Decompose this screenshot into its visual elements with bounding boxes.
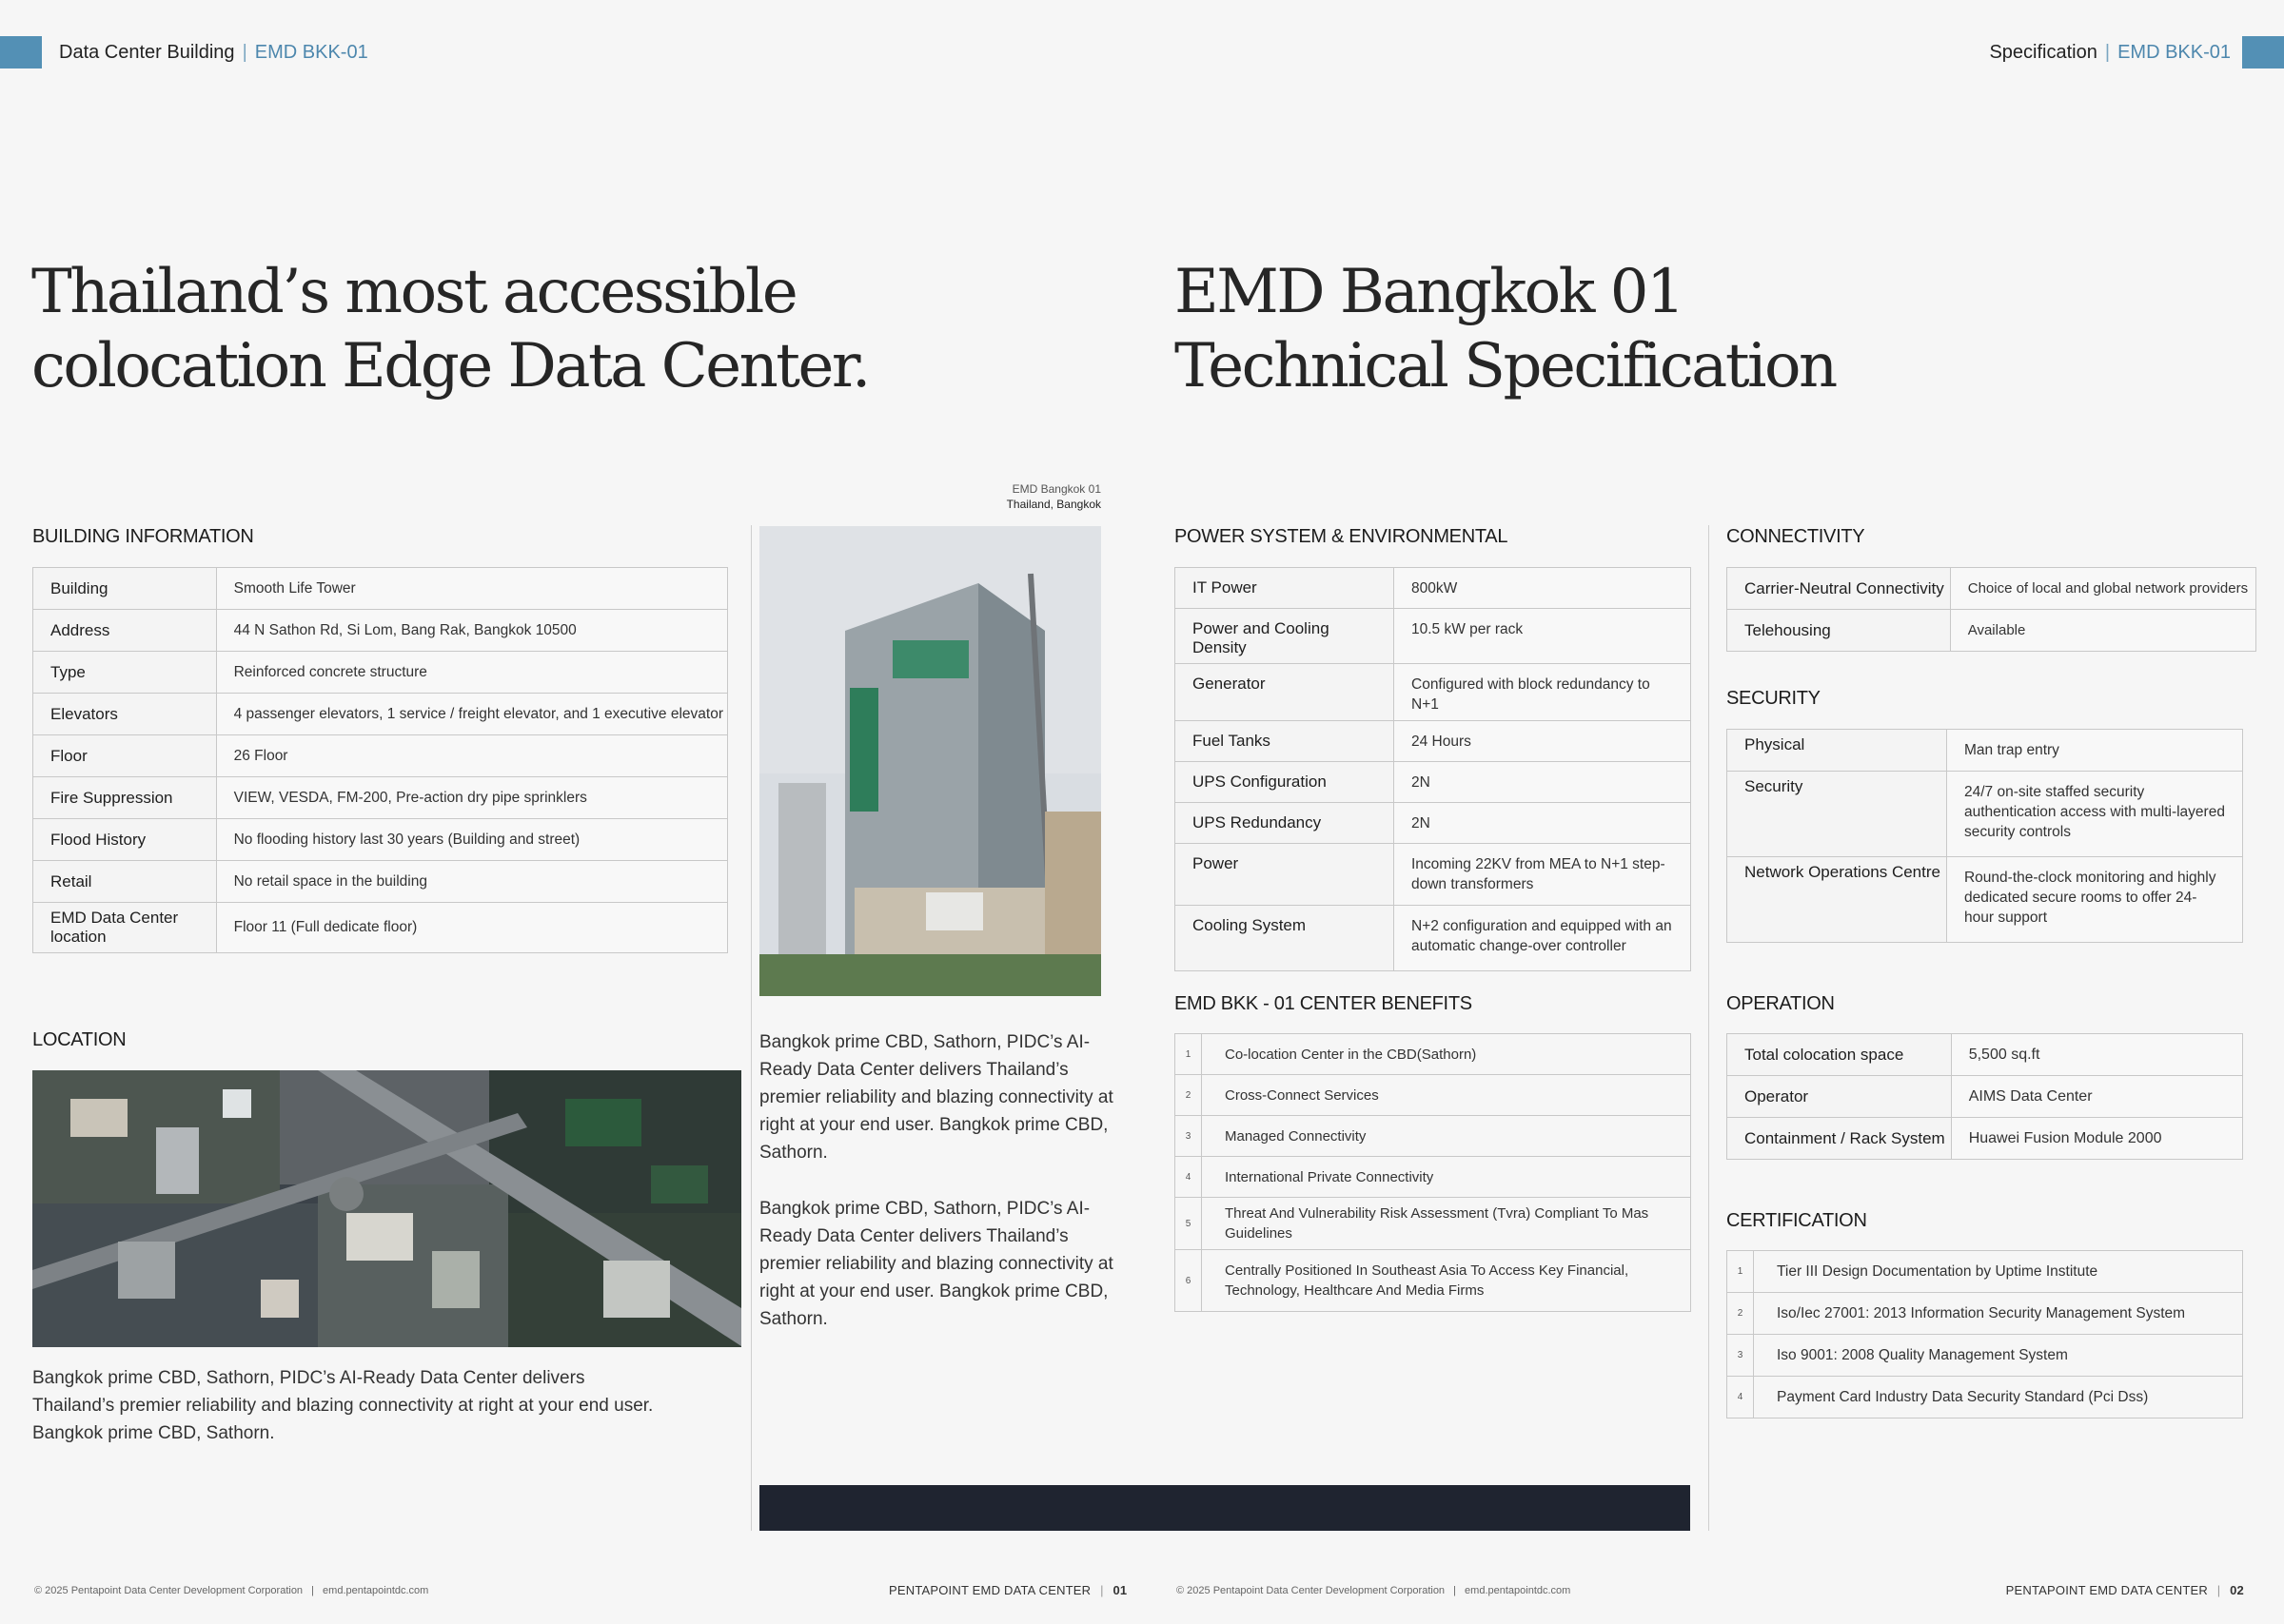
row-value: 26 Floor — [216, 735, 727, 777]
right-page-title — [1174, 255, 1836, 403]
table-row — [33, 903, 728, 953]
item-text: Managed Connectivity — [1202, 1116, 1691, 1157]
item-number: 2 — [1175, 1075, 1202, 1116]
left-title-line-1: Thailand’s most accessible — [31, 257, 797, 327]
row-label: IT Power — [1175, 568, 1394, 609]
item-number: 5 — [1175, 1198, 1202, 1250]
list-item — [1727, 1377, 2243, 1419]
row-value: 24 Hours — [1394, 721, 1691, 762]
table-row — [33, 568, 728, 610]
security-table — [1726, 729, 2243, 943]
row-label: Fuel Tanks — [1175, 721, 1394, 762]
item-number: 6 — [1175, 1250, 1202, 1312]
row-value: Incoming 22KV from MEA to N+1 step-down transformers — [1394, 844, 1691, 906]
header-left-title: Data Center Building — [59, 42, 235, 63]
table-row — [33, 694, 728, 735]
row-label: Elevators — [33, 694, 217, 735]
row-value: 10.5 kW per rack — [1394, 609, 1691, 664]
item-text: Cross-Connect Services — [1202, 1075, 1691, 1116]
table-row — [1175, 844, 1691, 906]
row-label: Generator — [1175, 664, 1394, 721]
location-text-line: Thailand’s premier reliability and blazing connectivity at right at your end user. — [32, 1396, 654, 1416]
item-number: 2 — [1727, 1293, 1754, 1335]
row-label: Operator — [1727, 1076, 1952, 1118]
footer-left-brand — [889, 1583, 1127, 1597]
row-value: 4 passenger elevators, 1 service / freight elevator, and 1 executive elevator — [216, 694, 727, 735]
photo-text-line: right at your end user. Bangkok prime CBD, — [759, 1282, 1109, 1301]
row-label: Security — [1727, 772, 1947, 857]
list-item — [1727, 1251, 2243, 1293]
footer-brand: PENTAPOINT EMD DATA CENTER — [2005, 1583, 2208, 1597]
item-number: 4 — [1727, 1377, 1754, 1419]
row-value: No flooding history last 30 years (Building and street) — [216, 819, 727, 861]
column-divider — [1708, 525, 1709, 1531]
row-value: 800kW — [1394, 568, 1691, 609]
list-item — [1175, 1034, 1691, 1075]
header-left — [59, 42, 368, 64]
photo-text-line: right at your end user. Bangkok prime CBD, — [759, 1115, 1109, 1135]
power-table — [1174, 567, 1691, 971]
benefits-heading: EMD BKK - 01 CENTER BENEFITS — [1174, 993, 1472, 1014]
dark-banner — [759, 1485, 1690, 1531]
row-value: No retail space in the building — [216, 861, 727, 903]
list-item — [1727, 1293, 2243, 1335]
item-text: Centrally Positioned In Southeast Asia To Access Key Financial, Technology, Healthcare And Media Firms — [1202, 1250, 1691, 1312]
footer-separator: | — [1100, 1583, 1104, 1597]
row-value: N+2 configuration and equipped with an automatic change-over controller — [1394, 906, 1691, 971]
row-label: Power and Cooling Density — [1175, 609, 1394, 664]
list-item — [1175, 1250, 1691, 1312]
table-row — [1175, 664, 1691, 721]
table-row — [1175, 609, 1691, 664]
footer-copyright: © 2025 Pentapoint Data Center Development Corporation — [1176, 1585, 1446, 1596]
list-item — [1175, 1116, 1691, 1157]
photo-text-line: premier reliability and blazing connectivity at — [759, 1254, 1113, 1274]
table-row — [1727, 730, 2243, 772]
row-value: Huawei Fusion Module 2000 — [1951, 1118, 2242, 1160]
row-label: Carrier-Neutral Connectivity — [1727, 568, 1951, 610]
item-text: Iso 9001: 2008 Quality Management System — [1754, 1335, 2243, 1377]
row-value: Choice of local and global network providers — [1950, 568, 2255, 610]
row-label: Power — [1175, 844, 1394, 906]
item-number: 3 — [1727, 1335, 1754, 1377]
row-value: Man trap entry — [1946, 730, 2242, 772]
row-value: AIMS Data Center — [1951, 1076, 2242, 1118]
table-row — [1727, 1076, 2243, 1118]
right-title-line-2: Technical Specification — [1174, 331, 1836, 401]
header-tab-right — [2242, 36, 2284, 68]
row-label: Fire Suppression — [33, 777, 217, 819]
header-left-code: EMD BKK-01 — [254, 42, 368, 63]
photo-text-2 — [759, 1195, 1121, 1333]
row-value: 5,500 sq.ft — [1951, 1034, 2242, 1076]
location-aerial-map — [32, 1070, 741, 1347]
page-number: 02 — [2230, 1583, 2244, 1597]
table-row — [33, 861, 728, 903]
photo-text-line: Sathorn. — [759, 1309, 828, 1329]
row-value: 2N — [1394, 762, 1691, 803]
row-value: VIEW, VESDA, FM-200, Pre-action dry pipe sprinklers — [216, 777, 727, 819]
list-item — [1175, 1075, 1691, 1116]
security-heading: SECURITY — [1726, 688, 1821, 709]
row-label: Total colocation space — [1727, 1034, 1952, 1076]
footer-url[interactable]: emd.pentapointdc.com — [1465, 1585, 1571, 1596]
item-text: Payment Card Industry Data Security Standard (Pci Dss) — [1754, 1377, 2243, 1419]
item-text: Tier III Design Documentation by Uptime Institute — [1754, 1251, 2243, 1293]
row-label: Telehousing — [1727, 610, 1951, 652]
power-heading: POWER SYSTEM & ENVIRONMENTAL — [1174, 526, 1508, 547]
row-label: Address — [33, 610, 217, 652]
list-item — [1175, 1157, 1691, 1198]
page-number: 01 — [1112, 1583, 1128, 1597]
location-text-line: Bangkok prime CBD, Sathorn, PIDC’s AI-Ready Data Center delivers — [32, 1368, 585, 1388]
building-photo — [759, 526, 1101, 996]
row-label: Building — [33, 568, 217, 610]
photo-text-1 — [759, 1028, 1121, 1166]
table-row — [1727, 568, 2256, 610]
list-item — [1727, 1335, 2243, 1377]
photo-caption-line-1: EMD Bangkok 01 — [1012, 482, 1101, 496]
row-label: Physical — [1727, 730, 1947, 772]
item-number: 1 — [1727, 1251, 1754, 1293]
item-text: Co-location Center in the CBD(Sathorn) — [1202, 1034, 1691, 1075]
table-row — [1727, 857, 2243, 943]
row-label: Type — [33, 652, 217, 694]
right-title-line-1: EMD Bangkok 01 — [1174, 257, 1683, 327]
row-value: 24/7 on-site staffed security authentication access with multi-layered security controls — [1946, 772, 2242, 857]
photo-text-line: Sathorn. — [759, 1143, 828, 1163]
table-row — [1175, 906, 1691, 971]
building-info-table — [32, 567, 728, 953]
row-value: Reinforced concrete structure — [216, 652, 727, 694]
photo-caption — [759, 480, 1101, 515]
header-right-title: Specification — [1989, 42, 2097, 63]
table-row — [33, 777, 728, 819]
left-page-title — [31, 255, 869, 403]
row-value: Smooth Life Tower — [216, 568, 727, 610]
row-value: Round-the-clock monitoring and highly dedicated secure rooms to offer 24-hour support — [1946, 857, 2242, 943]
item-number: 3 — [1175, 1116, 1202, 1157]
table-row — [1175, 762, 1691, 803]
row-label: Containment / Rack System — [1727, 1118, 1952, 1160]
row-label: Retail — [33, 861, 217, 903]
table-row — [1727, 1034, 2243, 1076]
item-text: Iso/Iec 27001: 2013 Information Security Management System — [1754, 1293, 2243, 1335]
table-row — [33, 610, 728, 652]
table-row — [1175, 568, 1691, 609]
location-description — [32, 1364, 737, 1447]
photo-text-line: Ready Data Center delivers Thailand’s — [759, 1060, 1069, 1080]
certification-heading: CERTIFICATION — [1726, 1210, 1867, 1231]
row-label: UPS Redundancy — [1175, 803, 1394, 844]
table-row — [1175, 803, 1691, 844]
header-tab-left — [0, 36, 42, 68]
certification-table — [1726, 1250, 2243, 1419]
benefits-table — [1174, 1033, 1691, 1312]
row-label: Cooling System — [1175, 906, 1394, 971]
row-value: 2N — [1394, 803, 1691, 844]
row-label: Network Operations Centre — [1727, 857, 1947, 943]
operation-table — [1726, 1033, 2243, 1160]
table-row — [1727, 610, 2256, 652]
row-value: Floor 11 (Full dedicate floor) — [216, 903, 727, 953]
operation-heading: OPERATION — [1726, 993, 1835, 1014]
photo-text-line: Bangkok prime CBD, Sathorn, PIDC’s AI- — [759, 1032, 1091, 1052]
table-row — [33, 652, 728, 694]
row-label: Flood History — [33, 819, 217, 861]
header-right — [1989, 42, 2231, 64]
footer-separator: | — [2216, 1583, 2221, 1597]
photo-text-line: premier reliability and blazing connectivity at — [759, 1087, 1113, 1107]
item-number: 4 — [1175, 1157, 1202, 1198]
table-row — [1727, 1118, 2243, 1160]
building-info-heading: BUILDING INFORMATION — [32, 526, 254, 547]
left-title-line-2: colocation Edge Data Center. — [31, 331, 869, 401]
item-number: 1 — [1175, 1034, 1202, 1075]
connectivity-heading: CONNECTIVITY — [1726, 526, 1865, 547]
photo-text-line: Bangkok prime CBD, Sathorn, PIDC’s AI- — [759, 1199, 1091, 1219]
footer-separator: | — [1453, 1585, 1456, 1596]
row-label: UPS Configuration — [1175, 762, 1394, 803]
row-label: EMD Data Center location — [33, 903, 217, 953]
connectivity-table — [1726, 567, 2256, 652]
footer-right — [1176, 1585, 1570, 1596]
list-item — [1175, 1198, 1691, 1250]
table-row — [1175, 721, 1691, 762]
footer-brand: PENTAPOINT EMD DATA CENTER — [889, 1583, 1092, 1597]
item-text: International Private Connectivity — [1202, 1157, 1691, 1198]
header-separator: | — [242, 42, 247, 63]
location-text-line: Bangkok prime CBD, Sathorn. — [32, 1423, 275, 1443]
column-divider — [751, 525, 752, 1531]
table-row — [1727, 772, 2243, 857]
header-separator: | — [2104, 42, 2111, 63]
row-value: Configured with block redundancy to N+1 — [1394, 664, 1691, 721]
location-heading: LOCATION — [32, 1029, 127, 1050]
table-row — [33, 735, 728, 777]
table-row — [33, 819, 728, 861]
footer-left — [34, 1585, 428, 1596]
row-value: Available — [1950, 610, 2255, 652]
footer-separator: | — [311, 1585, 314, 1596]
photo-caption-line-2: Thailand, Bangkok — [1006, 498, 1101, 511]
footer-url[interactable]: emd.pentapointdc.com — [323, 1585, 429, 1596]
row-label: Floor — [33, 735, 217, 777]
footer-copyright: © 2025 Pentapoint Data Center Development Corporation — [34, 1585, 304, 1596]
item-text: Threat And Vulnerability Risk Assessment (Tvra) Compliant To Mas Guidelines — [1202, 1198, 1691, 1250]
photo-text-line: Ready Data Center delivers Thailand’s — [759, 1226, 1069, 1246]
footer-right-brand — [2006, 1583, 2244, 1597]
header-right-code: EMD BKK-01 — [2117, 42, 2231, 63]
row-value: 44 N Sathon Rd, Si Lom, Bang Rak, Bangkok 10500 — [216, 610, 727, 652]
